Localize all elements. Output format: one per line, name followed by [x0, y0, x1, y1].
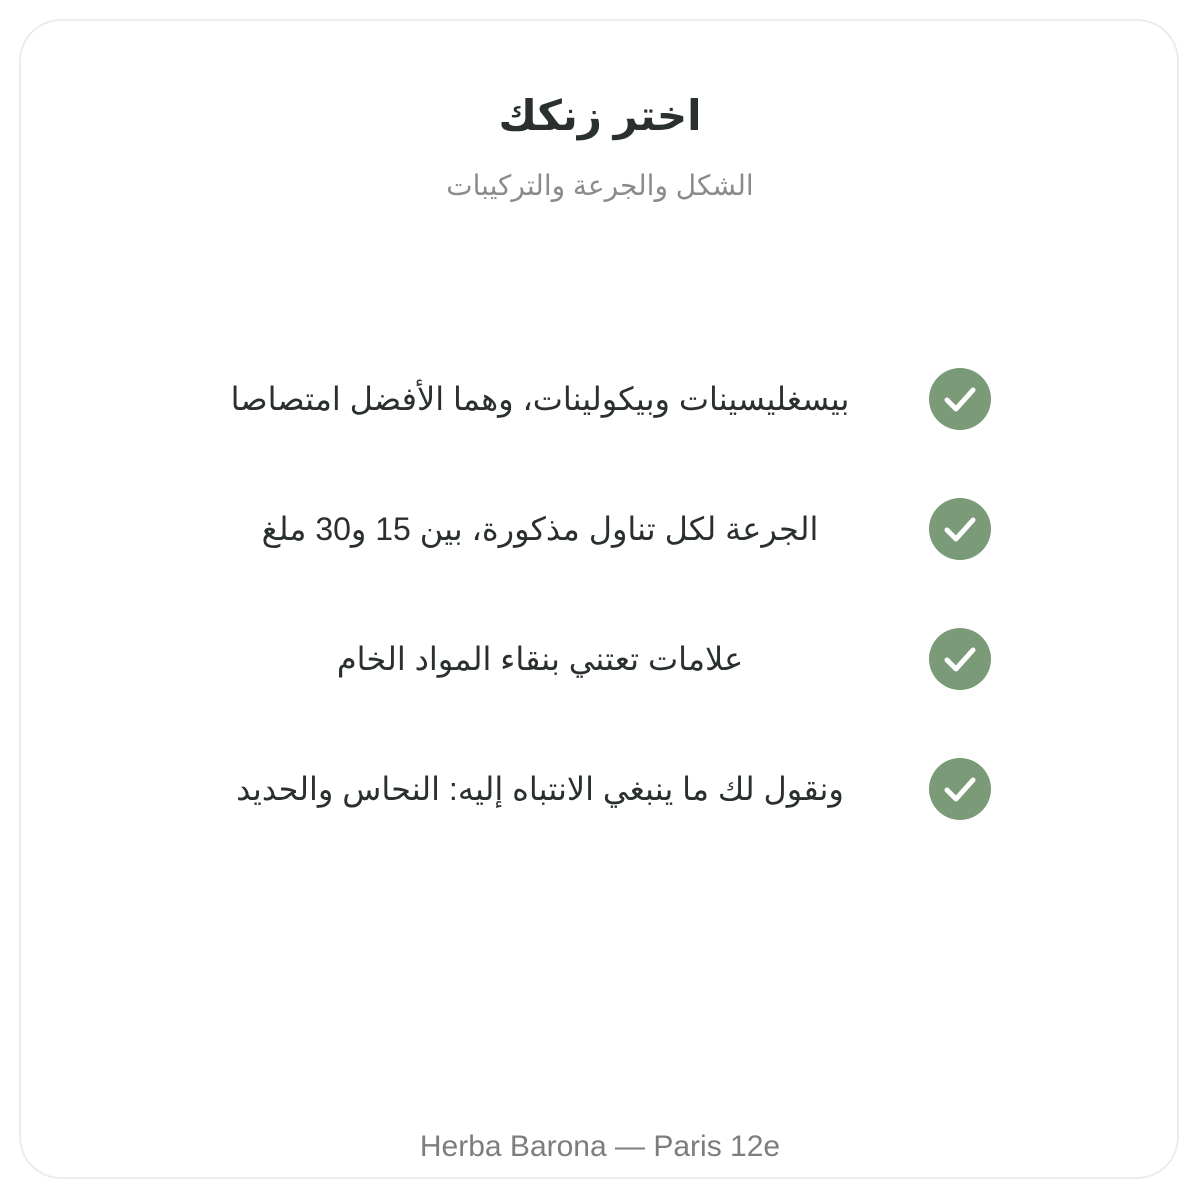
checklist-item-text: ونقول لك ما ينبغي الانتباه إليه: النحاس والحديد: [236, 771, 844, 807]
checklist-item: [0, 627, 1200, 691]
check-circle-icon: [929, 498, 991, 560]
check-circle-icon: [929, 628, 991, 690]
checklist-item: [0, 497, 1200, 561]
footer-brand: Herba Barona — Paris 12e: [419, 1130, 781, 1163]
checklist-item-text: بيسغليسينات وبيكولينات، وهما الأفضل امتصاصا: [230, 381, 850, 417]
page-subtitle: الشكل والجرعة والتركيبات: [446, 170, 754, 201]
checklist-item-text: الجرعة لكل تناول مذكورة، بين 15 و30 ملغ: [261, 511, 819, 547]
checklist-item: [0, 757, 1200, 821]
check-circle-icon: [929, 758, 991, 820]
checklist-item: [0, 367, 1200, 431]
checklist-item-text: علامات تعتني بنقاء المواد الخام: [336, 641, 744, 677]
page-title: اختر زنكك: [498, 92, 702, 139]
check-circle-icon: [929, 368, 991, 430]
